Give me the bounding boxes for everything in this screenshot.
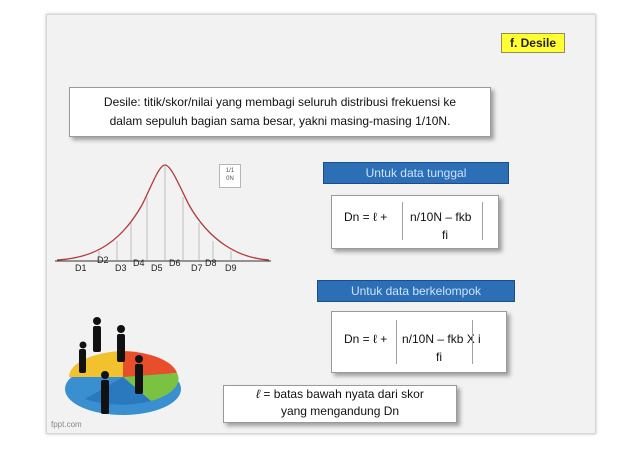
business-people-pie-illustration	[55, 315, 195, 425]
grouped-formula-bracket-right	[472, 320, 473, 364]
definition-line-2: dalam sepuluh bagian sama besar, yakni masing-masing 1/10N.	[109, 114, 451, 128]
single-formula-bracket-left	[402, 202, 403, 240]
definition-line-1: Desile: titik/skor/nilai yang membagi seluruh distribusi frekuensi ke	[103, 95, 457, 109]
grouped-formula-left: Dn = ℓ +	[344, 332, 388, 346]
note-line-2: yang mengandung Dn	[280, 404, 400, 418]
curve-fraction-box	[219, 164, 241, 188]
decile-label-d3: D3	[115, 263, 127, 273]
normal-curve-illustration	[47, 155, 277, 275]
note-line-1: = batas bawah nyata dari skor	[263, 387, 424, 401]
single-formula-numerator: n/10N – fkb	[410, 210, 472, 224]
fppt-watermark: fppt.com	[51, 420, 82, 429]
slide-title-tag: f. Desile	[501, 33, 565, 53]
decile-label-d8: D8	[205, 258, 217, 268]
pie-slice-yellow	[69, 351, 123, 377]
decile-label-d2: D2	[97, 255, 109, 265]
single-formula-denominator: fi	[442, 228, 448, 242]
single-data-header: Untuk data tunggal	[323, 162, 509, 184]
grouped-formula-denominator: fi	[436, 350, 442, 364]
single-formula-bracket-right	[482, 202, 483, 240]
note-symbol: ℓ	[256, 387, 261, 401]
lower-limit-note-box	[223, 385, 457, 423]
grouped-data-header: Untuk data berkelompok	[317, 280, 515, 302]
single-data-formula-box	[331, 195, 499, 249]
pie-slice-red	[123, 351, 177, 377]
slide	[46, 14, 596, 434]
definition-box	[69, 87, 491, 137]
single-formula-left: Dn = ℓ +	[344, 210, 388, 224]
decile-label-d9: D9	[225, 263, 237, 273]
decile-label-d1: D1	[75, 263, 87, 273]
decile-label-d4: D4	[133, 258, 145, 268]
grouped-data-formula-box	[331, 311, 507, 373]
decile-label-d7: D7	[191, 263, 203, 273]
decile-dividers	[99, 166, 231, 261]
decile-label-d5: D5	[151, 263, 163, 273]
note-line-1-wrap	[224, 386, 456, 403]
decile-label-d6: D6	[169, 258, 181, 268]
curve-box-line-2: 0N	[226, 176, 234, 182]
grouped-formula-numerator: n/10N – fkb X i	[402, 332, 481, 346]
curve-box-line-1: 1/1	[225, 168, 235, 174]
grouped-formula-bracket-left	[396, 320, 397, 364]
